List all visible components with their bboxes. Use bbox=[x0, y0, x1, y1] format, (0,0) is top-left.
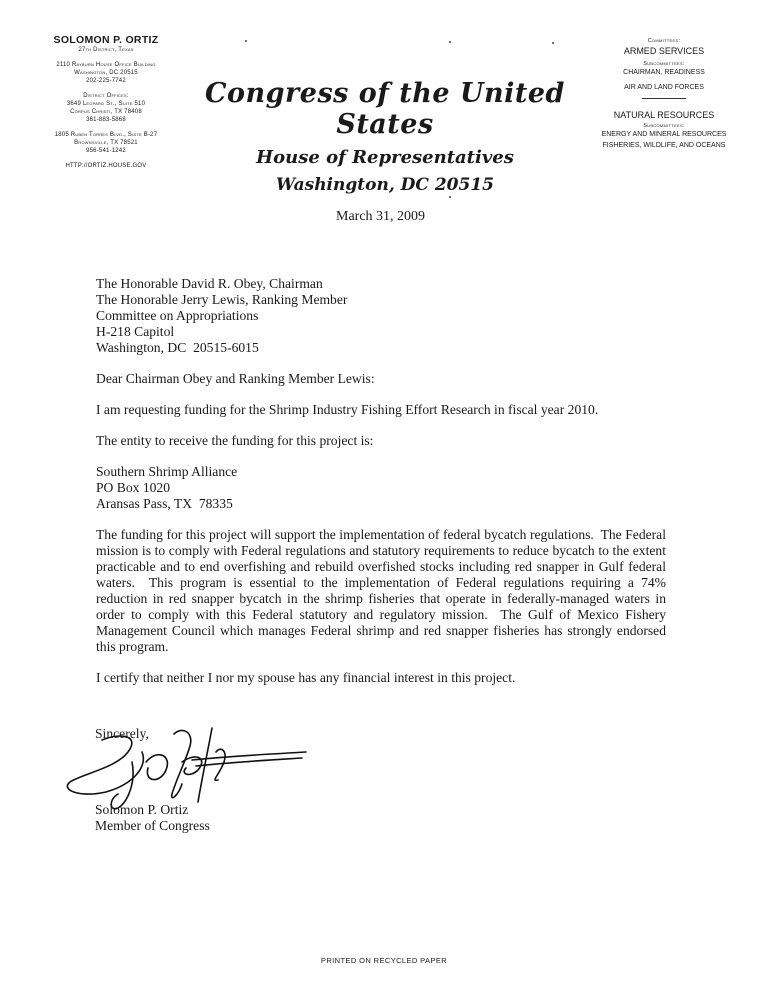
subcommittee-air-land: AIR AND LAND FORCES bbox=[624, 84, 704, 91]
scan-speck bbox=[552, 42, 554, 44]
brownsville-office-phone: 956-541-1242 bbox=[86, 148, 126, 154]
brownsville-office-line: Brownsville, TX 78521 bbox=[74, 140, 138, 146]
subcommittee-readiness: CHAIRMAN, READINESS bbox=[623, 69, 705, 76]
corpus-office-phone: 361-883-5868 bbox=[86, 117, 126, 123]
corpus-office-line: 3649 Leopard St., Suite 510 bbox=[66, 101, 146, 107]
subcommittees-label: Subcommittees: bbox=[643, 61, 685, 67]
district-label: 27th District, Texas bbox=[78, 47, 134, 53]
committees-label: Committees: bbox=[647, 38, 681, 44]
letterhead-title-block bbox=[200, 78, 570, 195]
scan-speck bbox=[449, 41, 451, 43]
district-offices-label: District Offices: bbox=[83, 93, 129, 99]
house-title: House of Representatives bbox=[256, 147, 514, 168]
subcommittee-fisheries: FISHERIES, WILDLIFE, AND OCEANS bbox=[602, 142, 726, 149]
dc-office-line: 2110 Rayburn House Office Building bbox=[56, 62, 156, 68]
closing: Sincerely, bbox=[95, 726, 149, 741]
entity-line: Southern Shrimp Alliance bbox=[96, 464, 238, 479]
corpus-office-address bbox=[28, 100, 184, 124]
committees-column bbox=[590, 38, 738, 150]
committee-armed-services: ARMED SERVICES bbox=[623, 46, 705, 56]
scan-speck bbox=[245, 40, 247, 42]
addressee-line: H-218 Capitol bbox=[96, 324, 175, 339]
brownsville-office-address bbox=[28, 131, 184, 155]
dc-office-address bbox=[28, 61, 184, 85]
handwritten-signature bbox=[62, 722, 312, 814]
letterhead-left-column bbox=[28, 34, 184, 170]
dc-office-line: Washington, DC 20515 bbox=[74, 70, 138, 76]
signer-name: Solomon P. Ortiz bbox=[95, 802, 189, 817]
recycled-paper-footer: PRINTED ON RECYCLED PAPER bbox=[320, 956, 448, 965]
body-paragraph: The funding for this project will support the implementation of federal bycatch regulations. The Federal mission is to comply with Federal regulations and statutory requirements to reduce bycatch to the extent practicable and to end overfishing and rebuild overfished stocks including red snapper in Gulf federal waters. This program is essential to the implementation of Federal regulations requiring a 74% reduction in red snapper bycatch in the shrimp fisheries that operate in federally-managed waters in order to comply with this Federal statutory and regulatory mission. The Gulf of Mexico Fishery Management Council which manages Federal shrimp and red snapper fisheries has strongly endorsed this program. bbox=[96, 527, 670, 654]
certification: I certify that neither I nor my spouse has any financial interest in this project. bbox=[96, 670, 516, 685]
corpus-office-line: Corpus Christi, TX 78408 bbox=[70, 109, 142, 115]
brownsville-office-line: 1805 Ruben Torres Blvd., Suite B-27 bbox=[54, 132, 158, 138]
addressee-line: The Honorable Jerry Lewis, Ranking Member bbox=[96, 292, 348, 307]
letter-date: March 31, 2009 bbox=[336, 209, 426, 224]
salutation: Dear Chairman Obey and Ranking Member Lewis: bbox=[96, 371, 375, 386]
entity-block bbox=[96, 464, 666, 512]
signer-title: Member of Congress bbox=[95, 818, 210, 833]
committee-natural-resources: NATURAL RESOURCES bbox=[613, 110, 715, 120]
website-link[interactable]: HTTP://ORTIZ.HOUSE.GOV bbox=[65, 163, 147, 169]
addressee-line: Washington, DC 20515-6015 bbox=[96, 340, 259, 355]
subcommittee-energy: ENERGY AND MINERAL RESOURCES bbox=[601, 131, 727, 138]
congress-title: Congress of the United States bbox=[205, 78, 565, 140]
committees-divider bbox=[642, 98, 686, 99]
city-title: Washington, DC 20515 bbox=[276, 175, 494, 195]
subcommittees-label: Subcommittees: bbox=[643, 123, 685, 129]
entity-line: Aransas Pass, TX 78335 bbox=[96, 496, 233, 511]
scan-speck bbox=[449, 196, 451, 198]
entity-intro: The entity to receive the funding for this project is: bbox=[96, 433, 374, 448]
entity-line: PO Box 1020 bbox=[96, 480, 171, 495]
addressee-line: Committee on Appropriations bbox=[96, 308, 259, 323]
funding-request: I am requesting funding for the Shrimp Industry Fishing Effort Research in fiscal year 2010. bbox=[96, 402, 599, 417]
addressee-line: The Honorable David R. Obey, Chairman bbox=[96, 276, 323, 291]
letter-body bbox=[96, 276, 670, 701]
member-name: SOLOMON P. ORTIZ bbox=[53, 34, 159, 46]
dc-office-phone: 202-225-7742 bbox=[86, 78, 126, 84]
addressee-block bbox=[96, 276, 666, 356]
